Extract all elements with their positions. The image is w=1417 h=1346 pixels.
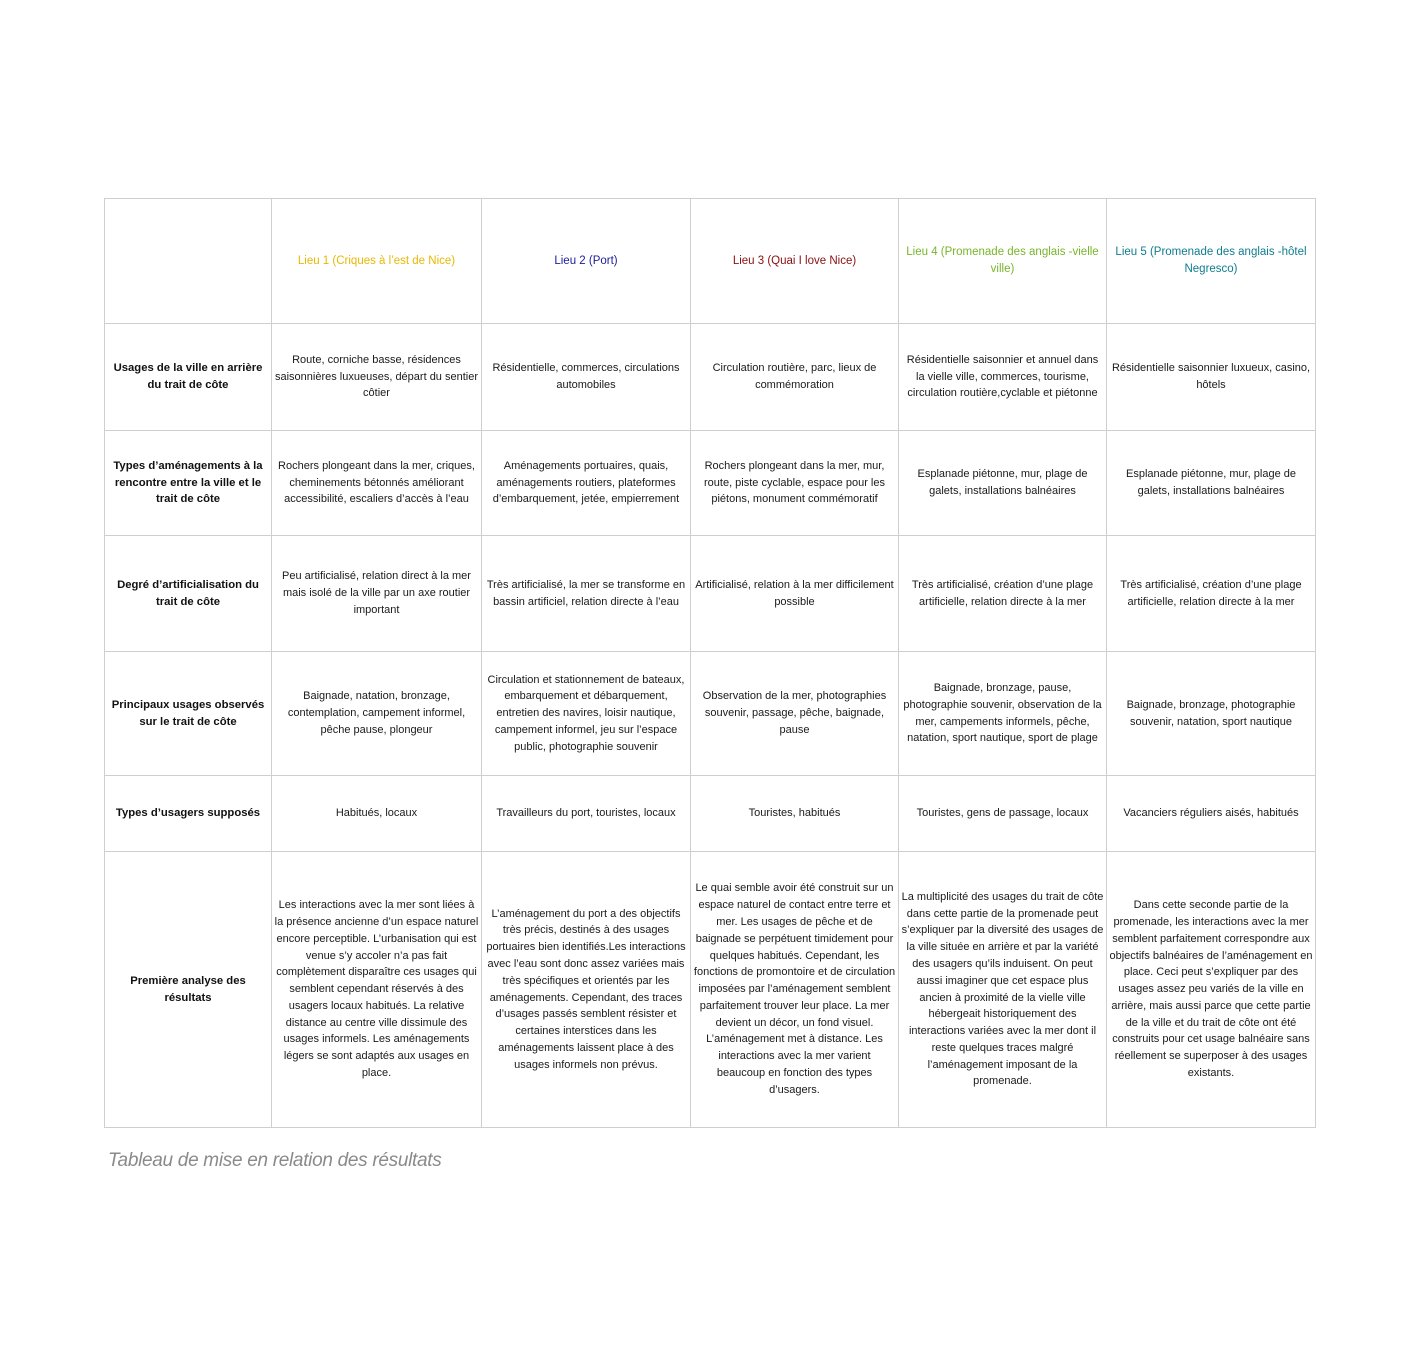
table-cell: Dans cette seconde partie de la promenade, les interactions avec la mer semblent parfaitement correspondre aux objectifs balnéaires de l’aménagement en place. Ceci peut s’expliquer par des usages assez peu variés de la ville en arrière, mais aussi parce que cette partie de la ville et du trait de côte ont été construits pour cet usage balnéaire sans réellement se superposer à des usages existants. [1107,852,1316,1128]
table-cell: L’aménagement du port a des objectifs très précis, destinés à des usages portuaires bien identifiés.Les interactions avec l’eau sont donc assez variées mais très spécifiques et orientés par les aménagements. Cependant, des traces d’usages passés semblent résister et certaines interstices dans les aménagements laissent place à des usages informels non prévus. [482,852,691,1128]
table-row [105,776,1316,852]
row-header: Types d’usagers supposés [105,776,272,852]
table-cell: Résidentielle saisonnier luxueux, casino, hôtels [1107,324,1316,431]
table-cell: Peu artificialisé, relation direct à la mer mais isolé de la ville par un axe routier important [272,536,482,652]
corner-cell [105,199,272,324]
table-row [105,852,1316,1128]
row-header: Types d’aménagements à la rencontre entre la ville et le trait de côte [105,431,272,536]
row-header: Degré d’artificialisation du trait de côte [105,536,272,652]
table-row [105,431,1316,536]
results-table [104,198,1316,1128]
table-caption: Tableau de mise en relation des résultats [108,1150,442,1171]
row-header: Usages de la ville en arrière du trait de côte [105,324,272,431]
column-header-lieu-4: Lieu 4 (Promenade des anglais -vielle ville) [899,199,1107,324]
table-cell: Esplanade piétonne, mur, plage de galets, installations balnéaires [1107,431,1316,536]
table-cell: Baignade, bronzage, photographie souvenir, natation, sport nautique [1107,652,1316,776]
row-header: Principaux usages observés sur le trait de côte [105,652,272,776]
table-cell: Habitués, locaux [272,776,482,852]
table-row [105,536,1316,652]
table-cell: Observation de la mer, photographies souvenir, passage, pêche, baignade, pause [691,652,899,776]
table-cell: Les interactions avec la mer sont liées à la présence ancienne d’un espace naturel encore perceptible. L’urbanisation qui est venue s’y accoler n’a pas fait complètement disparaître ces usages qui semblent cependant réservés à des usagers locaux habitués. La relative distance au centre ville dissimule des usages informels. Les aménagements légers se sont adaptés aux usages en place. [272,852,482,1128]
table-cell: Résidentielle saisonnier et annuel dans la vielle ville, commerces, tourisme, circulation routière,cyclable et piétonne [899,324,1107,431]
column-header-lieu-3: Lieu 3 (Quai I love Nice) [691,199,899,324]
table-cell: Rochers plongeant dans la mer, mur, route, piste cyclable, espace pour les piétons, monument commémoratif [691,431,899,536]
table-cell: Très artificialisé, création d’une plage artificielle, relation directe à la mer [1107,536,1316,652]
column-header-lieu-1: Lieu 1 (Criques à l’est de Nice) [272,199,482,324]
header-row [105,199,1316,324]
table-cell: Baignade, natation, bronzage, contemplation, campement informel, pêche pause, plongeur [272,652,482,776]
table-cell: Le quai semble avoir été construit sur un espace naturel de contact entre terre et mer. Les usages de pêche et de baignade se perpétuent timidement pour quelques habitués. Cependant, les fonctions de promontoire et de circulation imposées par l’aménagement semblent parfaitement trouver leur place. La mer devient un décor, un fond visuel. L’aménagement met à distance. Les interactions avec la mer varient beaucoup en fonction des types d’usagers. [691,852,899,1128]
column-header-lieu-2: Lieu 2 (Port) [482,199,691,324]
table-row [105,324,1316,431]
table-cell: La multiplicité des usages du trait de côte dans cette partie de la promenade peut s’expliquer par la diversité des usages de la ville située en arrière et par la variété des usagers qu’ils induisent. On peut aussi imaginer que cet espace plus ancien à proximité de la vielle ville hébergeait historiquement des interactions variées avec la mer dont il reste quelques traces malgré l’aménagement imposant de la promenade. [899,852,1107,1128]
table-cell: Touristes, gens de passage, locaux [899,776,1107,852]
table-cell: Route, corniche basse, résidences saisonnières luxueuses, départ du sentier côtier [272,324,482,431]
column-header-lieu-5: Lieu 5 (Promenade des anglais -hôtel Negresco) [1107,199,1316,324]
row-header: Première analyse des résultats [105,852,272,1128]
table-cell: Artificialisé, relation à la mer difficilement possible [691,536,899,652]
table-cell: Très artificialisé, création d’une plage artificielle, relation directe à la mer [899,536,1107,652]
table-cell: Rochers plongeant dans la mer, criques, cheminements bétonnés améliorant accessibilité, escaliers d’accès à l’eau [272,431,482,536]
table-cell: Circulation routière, parc, lieux de commémoration [691,324,899,431]
table-row [105,652,1316,776]
table-cell: Résidentielle, commerces, circulations automobiles [482,324,691,431]
table-cell: Esplanade piétonne, mur, plage de galets, installations balnéaires [899,431,1107,536]
table-cell: Travailleurs du port, touristes, locaux [482,776,691,852]
table-cell: Aménagements portuaires, quais, aménagements routiers, plateformes d’embarquement, jetée, empierrement [482,431,691,536]
table-cell: Baignade, bronzage, pause, photographie souvenir, observation de la mer, campements informels, pêche, natation, sport nautique, sport de plage [899,652,1107,776]
table-cell: Circulation et stationnement de bateaux, embarquement et débarquement, entretien des navires, loisir nautique, campement informel, jeu sur l’espace public, photographie souvenir [482,652,691,776]
table-cell: Touristes, habitués [691,776,899,852]
table-cell: Très artificialisé, la mer se transforme en bassin artificiel, relation directe à l’eau [482,536,691,652]
table-cell: Vacanciers réguliers aisés, habitués [1107,776,1316,852]
